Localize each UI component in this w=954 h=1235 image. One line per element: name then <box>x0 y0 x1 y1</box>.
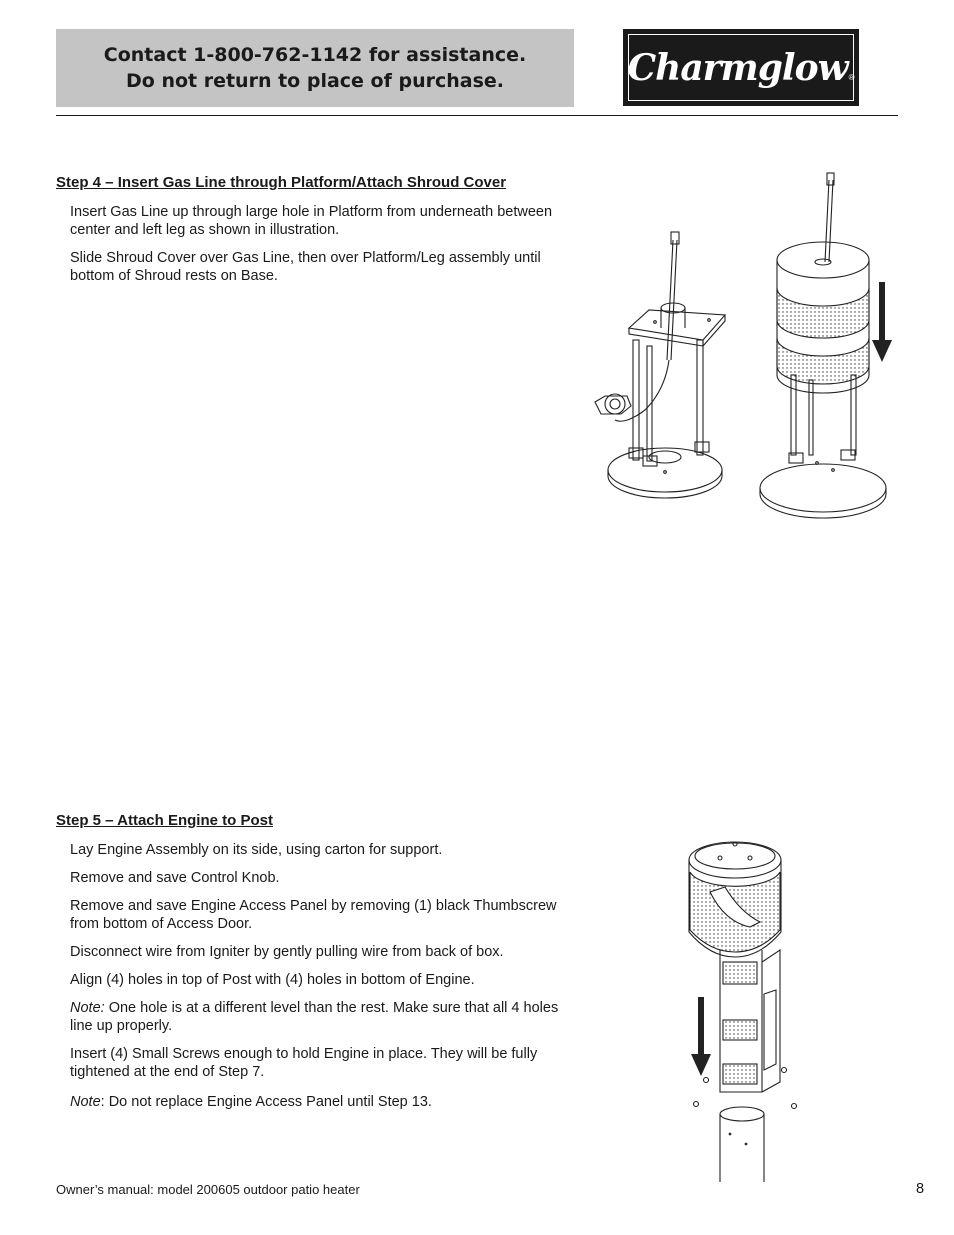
step5-paragraph: Disconnect wire from Igniter by gently pulling wire from back of box. <box>70 944 504 960</box>
charmglow-logo <box>623 29 859 106</box>
step5-illustration <box>680 832 810 1182</box>
page-number: 8 <box>916 1181 925 1197</box>
step5-paragraph: Align (4) holes in top of Post with (4) holes in bottom of Engine. <box>70 972 475 988</box>
note-label: Note: <box>70 1000 105 1016</box>
step4-paragraph: Slide Shroud Cover over Gas Line, then over Platform/Leg assembly until bottom of Shroud rests on Base. <box>70 250 541 284</box>
logo-frame <box>628 34 854 101</box>
contact-phone-line: Contact 1-800-762-1142 for assistance. <box>103 44 527 66</box>
step5-note-hole-level <box>70 999 580 1035</box>
step5-paragraph: Insert (4) Small Screws enough to hold Engine in place. They will be fully tightened at the end of Step 7. <box>70 1046 538 1080</box>
note-text: : Do not replace Engine Access Panel until Step 13. <box>100 1094 432 1110</box>
step5-paragraph: Remove and save Engine Access Panel by removing (1) black Thumbscrew from bottom of Access Door. <box>70 898 557 932</box>
step4-paragraph: Insert Gas Line up through large hole in Platform from underneath between center and left leg as shown in illustration. <box>70 204 553 238</box>
logo-wordmark: Charmglow <box>627 46 848 89</box>
header-divider <box>56 115 898 116</box>
step4-illustration <box>585 170 905 520</box>
footer-manual-title: Owner’s manual: model 200605 outdoor patio heater <box>56 1182 360 1197</box>
step5-title: Step 5 – Attach Engine to Post <box>56 812 273 829</box>
logo-registered-mark: ® <box>848 73 855 82</box>
step5-paragraph: Remove and save Control Knob. <box>70 870 280 886</box>
contact-banner <box>56 29 574 107</box>
step5-note-access-panel <box>70 1093 580 1111</box>
step4-title: Step 4 – Insert Gas Line through Platform/Attach Shroud Cover <box>56 174 507 191</box>
contact-return-line: Do not return to place of purchase. <box>126 70 504 92</box>
step5-paragraph: Lay Engine Assembly on its side, using carton for support. <box>70 842 443 858</box>
note-label: Note <box>70 1094 101 1110</box>
note-text: One hole is at a different level than the rest. Make sure that all 4 holes line up properly. <box>70 1000 559 1034</box>
